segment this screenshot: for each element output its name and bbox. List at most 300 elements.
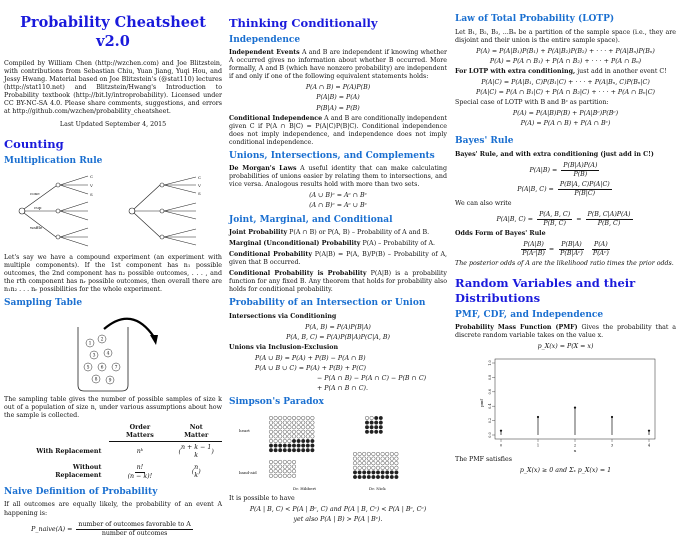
simpson-dot-hibbert	[269, 448, 273, 452]
y-tick-label: 0.2	[488, 418, 493, 424]
simpson-dot-nick	[395, 452, 399, 456]
lotp-eq-2: P(A) = P(A ∩ B₁) + P(A ∩ B₂) + · · · + P(A ∩ Bₙ)	[489, 57, 642, 65]
ball-6: 6	[100, 365, 104, 371]
x-tick-label: 2	[573, 443, 577, 448]
indep-eq-2: P(A|B) = P(A)	[316, 94, 360, 102]
simpson-eq-2: yet also P(A | B) > P(A | Bᶜ).	[293, 515, 383, 523]
simpson-dot-hibbert	[292, 434, 296, 438]
column-2	[229, 4, 447, 523]
simpson-dot-nick	[370, 430, 374, 434]
simpson-dot-hibbert	[288, 444, 292, 448]
simpson-dot-hibbert	[292, 465, 296, 469]
simpson-dot-nick	[358, 452, 362, 456]
simpson-dot-hibbert	[283, 465, 287, 469]
subsection-lotp: Law of Total Probability (LOTP)	[455, 14, 615, 24]
lotp-extra-text: just add in another event C!	[577, 67, 667, 75]
simpson-dot-nick	[367, 461, 371, 465]
simpson-dot-hibbert	[283, 434, 287, 438]
simpson-dot-hibbert	[311, 425, 315, 429]
simpson-dot-nick	[374, 425, 378, 429]
simpson-dot-hibbert	[269, 469, 273, 473]
simpson-dot-nick	[381, 457, 385, 461]
simpson-dot-nick	[376, 470, 380, 474]
simpson-dot-hibbert	[269, 465, 273, 469]
simpson-dot-hibbert	[269, 460, 273, 464]
simpson-dot-hibbert	[311, 421, 315, 425]
bayes2-num: P(B|A, C)P(A|C)	[558, 181, 612, 190]
odds-eq: $\frac{P(A|B)}{\text{P(Aᶜ|B)}}$ = $\frac{P(B|A)}{\text{P(B|Aᶜ)}}$ $\frac{P(A)}{\text{P(Aᶜ)}}$	[522, 240, 609, 257]
section-thinking-conditionally: Thinking Conditionally	[229, 16, 378, 30]
ball-7: 7	[114, 365, 118, 371]
simpson-dot-nick	[385, 461, 389, 465]
simpson-dot-hibbert	[288, 448, 292, 452]
simpson-dot-hibbert	[274, 416, 278, 420]
int-cond-heading: Intersections via Conditioning	[229, 312, 337, 320]
tree-label-s: S	[90, 191, 93, 197]
simpson-dot-hibbert	[278, 460, 282, 464]
simpson-dot-hibbert	[283, 421, 287, 425]
pmf-satisfies-text: The PMF satisfies	[455, 456, 512, 464]
indep-text: A and B are independent if knowing whether A occurred gives no information about whether B occurred. More formally, A and B (which have nonzero probability) are independent if and only if one of the following equivalent statements holds:	[229, 49, 447, 81]
simpson-dot-hibbert	[269, 416, 273, 420]
cond-prob-fn-text: P(A|B) is a probability function for any fixed B. Any theorem that holds for probability also holds for conditional probability.	[229, 270, 447, 294]
page-title: Probability Cheatsheet v2.0	[20, 14, 206, 50]
marginal-heading: Marginal (Unconditional) Probability	[229, 240, 361, 248]
multiplication-text: Let's say we have a compound experiment (an experiment with multiple components). If the 1st component has n₁ possible outcomes, the 2nd component has n₂ possible outcomes, . . . , and the rth component has nᵣ possible outcomes, then overall there are n₁n₂ . . . nᵣ possibilities for the whole experiment.	[4, 253, 222, 293]
binom-bottom: k	[194, 451, 199, 459]
simpson-dot-nick	[379, 425, 383, 429]
simpson-dot-hibbert	[311, 448, 315, 452]
pmf-heading: Probability Mass Function (PMF)	[455, 324, 578, 332]
simpson-dot-hibbert	[292, 444, 296, 448]
simpson-dot-hibbert	[306, 425, 310, 429]
simpson-dot-hibbert	[278, 469, 282, 473]
simpson-dot-nick	[390, 457, 394, 461]
frac-den: (n − k)!	[127, 472, 153, 480]
table-head-empty	[24, 423, 109, 442]
ie-eq-3: − P(A ∩ B) − P(A ∩ C) − P(B ∩ C)	[317, 375, 427, 383]
simpson-dot-nick	[365, 421, 369, 425]
pmf-point	[611, 416, 613, 418]
simpson-dot-hibbert	[306, 439, 310, 443]
simpson-dot-nick	[367, 470, 371, 474]
simpson-dot-nick	[353, 470, 357, 474]
simpson-dot-nick	[358, 466, 362, 470]
simpson-dot-hibbert	[278, 439, 282, 443]
simpson-dot-hibbert	[311, 416, 315, 420]
simpson-dot-hibbert	[297, 448, 301, 452]
simpson-dot-hibbert	[292, 416, 296, 420]
table-row	[24, 462, 222, 483]
simpson-dot-hibbert	[274, 448, 278, 452]
simpson-dot-hibbert	[269, 421, 273, 425]
simpson-dot-nick	[390, 470, 394, 474]
simpson-dot-hibbert	[274, 469, 278, 473]
simpson-dot-hibbert	[292, 425, 296, 429]
simpson-dot-hibbert	[288, 434, 292, 438]
simpson-dot-nick	[385, 466, 389, 470]
cond-indep-heading: Conditional Independence	[229, 114, 323, 122]
simpson-dot-hibbert	[278, 416, 282, 420]
table-head-not-matter: Not Matter	[170, 423, 222, 442]
tree-label-waffle: waffle	[30, 224, 43, 230]
simpson-dot-nick	[372, 470, 376, 474]
simpson-dot-nick	[353, 452, 357, 456]
simpson-dot-hibbert	[269, 430, 273, 434]
subsection-unions: Unions, Intersections, and Complements	[229, 150, 435, 161]
tree-label-cone: cone	[30, 190, 40, 196]
simpson-dot-hibbert	[292, 448, 296, 452]
naive-den: number of outcomes	[101, 529, 168, 537]
subsection-bayes: Bayes' Rule	[455, 135, 514, 146]
lotp-eq-1: P(A) = P(A|B₁)P(B₁) + P(A|B₂)P(B₂) + · · · + P(A|Bₙ)P(Bₙ)	[476, 47, 655, 55]
lotp-extra-heading: For LOTP with extra conditioning,	[455, 67, 576, 75]
bayes3-den1: P(B, C)	[543, 219, 566, 227]
simpson-dot-nick	[358, 470, 362, 474]
simpson-dot-hibbert	[278, 430, 282, 434]
simpson-dot-nick	[381, 470, 385, 474]
simpson-dot-nick	[374, 430, 378, 434]
simpson-dot-nick	[374, 416, 378, 420]
simpson-dot-hibbert	[269, 474, 273, 478]
simpson-dot-hibbert	[269, 425, 273, 429]
simpson-dot-hibbert	[301, 425, 305, 429]
simpson-dot-nick	[372, 461, 376, 465]
tree-label-v: V	[90, 182, 93, 188]
section-random-variables: Random Variables and their Distributions	[455, 276, 636, 305]
simpson-dot-hibbert	[301, 439, 305, 443]
ie-eq-2: P(A ∪ B ∪ C) = P(A) + P(B) + P(C)	[255, 365, 366, 373]
tree2-label-c: C	[198, 174, 202, 180]
sampling-table	[24, 423, 222, 483]
simpson-dot-hibbert	[288, 416, 292, 420]
simpson-dot-hibbert	[306, 448, 310, 452]
simpson-dot-hibbert	[297, 439, 301, 443]
subsection-intersection-union: Probability of an Intersection or Union	[229, 298, 426, 309]
bayes3-lhs: P(A|B, C) =	[496, 215, 534, 223]
ie-heading: Unions via Inclusion-Exclusion	[229, 344, 339, 351]
y-tick-label: 0.4	[488, 403, 493, 410]
simpson-text: It is possible to have	[229, 494, 295, 502]
odds-num3: P(A)	[592, 241, 610, 250]
simpson-dot-hibbert	[288, 425, 292, 429]
subsection-multiplication-rule: Multiplication Rule	[4, 156, 103, 167]
pmf-text: Gives the probability that a discrete random variable takes on the value x.	[455, 324, 676, 340]
simpson-dot-hibbert	[301, 430, 305, 434]
simpson-dot-nick	[395, 466, 399, 470]
pmf-point	[500, 430, 502, 432]
subsection-naive-definition: Naive Definition of Probability	[4, 486, 158, 497]
simpson-dot-hibbert	[297, 416, 301, 420]
cell-with-noorder: ( n + k − 1 k )	[178, 443, 214, 459]
sampling-text: The sampling table gives the number of possible samples of size k out of a population of size n, under various assumptions about how the sample is collected.	[4, 395, 222, 419]
simpson-dot-hibbert	[283, 448, 287, 452]
binom-bottom: k	[194, 472, 199, 480]
simpson-dot-hibbert	[301, 416, 305, 420]
ie-eq-4: + P(A ∩ B ∩ C).	[317, 385, 368, 393]
simpson-dot-hibbert	[297, 430, 301, 434]
lotp-special-text: Special case of LOTP with B and Bᶜ as partition:	[455, 98, 609, 106]
simpson-dot-nick	[376, 452, 380, 456]
bayes3-num1: P(A, B, C)	[537, 211, 572, 220]
simpson-dot-nick	[376, 475, 380, 479]
simpson-dot-hibbert	[278, 434, 282, 438]
credits-text: Compiled by William Chen (http://wzchen.com) and Joe Blitzstein, with contributions from Sebastian Chiu, Yuan Jiang, Yuqi Hou, and Jessy Hwang. Material based on Joe Blitzstein's (@stat110) lectures (http://stat110.net) and Blitzstein/Hwang's Introduction to Probability textbook (http://bit.ly/introprobability). Licensed under CC BY-NC-SA 4.0. Please share comments, suggestions, and errors at http://github.com/wzchen/probability_cheatsheet.	[4, 60, 222, 116]
simpson-label-heart: heart	[239, 427, 250, 433]
table-head-order-matters: Order Matters	[109, 423, 170, 442]
simpson-dot-hibbert	[274, 439, 278, 443]
pmf-equation-2: p_X(x) ≥ 0 and Σₓ p_X(x) = 1	[519, 467, 612, 475]
simpson-dot-nick	[362, 457, 366, 461]
simpson-dot-hibbert	[283, 425, 287, 429]
ball-9: 9	[108, 378, 112, 384]
simpson-dot-hibbert	[311, 439, 315, 443]
simpson-dot-nick	[372, 466, 376, 470]
bayes3-num2: P(B, C|A)P(A)	[586, 211, 633, 220]
simpson-dot-nick	[367, 457, 371, 461]
simpson-dot-nick	[362, 452, 366, 456]
simpson-dot-nick	[381, 461, 385, 465]
marginal-text: P(A) – Probability of A.	[362, 240, 435, 248]
bayes1-den: P(B)	[573, 170, 588, 178]
subsection-joint-marginal-conditional: Joint, Marginal, and Conditional	[229, 214, 393, 225]
simpson-dot-hibbert	[283, 430, 287, 434]
simpson-dot-nick	[365, 430, 369, 434]
simpson-dot-hibbert	[301, 421, 305, 425]
simpson-dot-hibbert	[297, 425, 301, 429]
ball-4: 4	[106, 351, 110, 357]
simpson-label-nick: Dr. Nick	[369, 485, 386, 491]
simpson-dot-hibbert	[288, 439, 292, 443]
column-3	[455, 4, 676, 523]
simpson-dot-hibbert	[292, 439, 296, 443]
simpson-dot-hibbert	[288, 474, 292, 478]
bayes-eq-3	[455, 211, 676, 228]
also-write-text: We can also write	[455, 199, 512, 207]
bayes3-mid: =	[576, 215, 582, 223]
simpson-dot-nick	[381, 452, 385, 456]
simpson-dot-hibbert	[292, 460, 296, 464]
lotp-special-eq-2: P(A) = P(A ∩ B) + P(A ∩ Bᶜ)	[520, 119, 611, 127]
simpson-dot-hibbert	[311, 430, 315, 434]
odds-den1: P(Aᶜ|B)	[522, 249, 545, 257]
bayes-eq-1	[455, 162, 676, 179]
simpson-dot-nick	[379, 416, 383, 420]
simpson-dot-hibbert	[306, 430, 310, 434]
simpson-dot-hibbert	[274, 460, 278, 464]
simpson-dot-hibbert	[274, 421, 278, 425]
simpson-dot-nick	[362, 475, 366, 479]
tree2-label-s: S	[198, 190, 201, 196]
x-tick-label: 1	[536, 443, 540, 448]
cell-without-order	[109, 462, 170, 483]
subsection-simpson: Simpson's Paradox	[229, 397, 324, 408]
pmf-point	[574, 407, 576, 409]
int-eq-2: P(A, B, C) = P(A)P(B|A)P(C|A, B)	[286, 333, 390, 341]
conditional-heading: Conditional Probability	[229, 251, 312, 259]
simpson-dot-hibbert	[288, 469, 292, 473]
simpson-dot-hibbert	[297, 421, 301, 425]
simpson-dot-nick	[353, 461, 357, 465]
simpson-dot-nick	[365, 416, 369, 420]
simpson-dot-hibbert	[278, 474, 282, 478]
demorgan-heading: De Morgan's Laws	[229, 165, 297, 173]
bayes1-lhs: P(A|B) =	[529, 166, 558, 174]
table-row	[24, 441, 222, 462]
naive-equation	[4, 521, 222, 538]
bayes2-den: P(B|C)	[574, 189, 596, 197]
simpson-dot-nick	[385, 457, 389, 461]
simpson-dot-nick	[358, 475, 362, 479]
odds-den2: P(B|Aᶜ)	[560, 249, 583, 257]
simpson-dot-hibbert	[283, 474, 287, 478]
demorgan-text: A useful identity that can make calculating probabilities of unions easier by relating them to intersections, and vice versa. Analogous results hold with more than two sets.	[229, 165, 447, 189]
simpson-dot-hibbert	[274, 474, 278, 478]
simpson-dot-nick	[390, 452, 394, 456]
ball-1: 1	[88, 341, 92, 347]
simpson-dot-nick	[390, 475, 394, 479]
x-tick-label: 0	[499, 443, 503, 448]
simpson-dot-hibbert	[301, 434, 305, 438]
column-1	[4, 4, 222, 537]
x-tick-label: 4	[647, 443, 651, 448]
simpson-dot-nick	[385, 452, 389, 456]
simpson-dot-hibbert	[306, 421, 310, 425]
row-label-without-replacement: Without Replacement	[55, 464, 102, 480]
simpson-dot-hibbert	[278, 421, 282, 425]
simpson-dot-hibbert	[274, 434, 278, 438]
simpson-dot-hibbert	[288, 460, 292, 464]
lotp-extra-eq-1: P(A|C) = P(A|B₁, C)P(B₁|C) + · · · + P(A|Bₙ, C)P(Bₙ|C)	[481, 78, 650, 86]
simpson-dot-nick	[362, 470, 366, 474]
simpson-dot-hibbert	[269, 439, 273, 443]
naive-lhs: P_naive(A) =	[31, 525, 73, 533]
last-updated: Last Updated September 4, 2015	[59, 121, 167, 129]
odds-num1: P(A|B)	[521, 241, 545, 250]
tree-label-cup: cup	[34, 204, 42, 210]
simpson-dot-hibbert	[292, 421, 296, 425]
subsection-independence: Independence	[229, 34, 301, 45]
lotp-special-eq-1: P(A) = P(A|B)P(B) + P(A|Bᶜ)P(Bᶜ)	[512, 109, 619, 117]
simpson-dot-hibbert	[274, 430, 278, 434]
simpson-dot-hibbert	[288, 421, 292, 425]
binom-top: n + k − 1	[180, 443, 212, 451]
y-tick-label: 0.0	[488, 432, 493, 438]
simpson-dot-nick	[367, 475, 371, 479]
odds-den3: P(Aᶜ)	[592, 249, 609, 257]
simpson-dot-nick	[376, 457, 380, 461]
simpson-dot-nick	[381, 475, 385, 479]
simpson-dot-nick	[395, 470, 399, 474]
simpson-dot-nick	[390, 466, 394, 470]
simpson-dot-hibbert	[283, 460, 287, 464]
simpson-dot-hibbert	[283, 469, 287, 473]
simpson-dot-nick	[374, 421, 378, 425]
subsection-sampling-table: Sampling Table	[4, 297, 83, 308]
lotp-text: Let B₁, B₂, B₃, ...Bₙ be a partition of the sample space (i.e., they are disjoint and their union is the entire sample space).	[455, 28, 676, 44]
odds-num2: P(B|A)	[559, 241, 583, 250]
simpson-dot-hibbert	[297, 444, 301, 448]
frac-num: n!	[135, 464, 146, 473]
section-counting: Counting	[4, 137, 64, 152]
simpson-dot-nick	[395, 461, 399, 465]
y-tick-label: 0.8	[488, 374, 493, 381]
cond-prob-fn-heading: Conditional Probability is Probability	[229, 270, 367, 278]
simpson-dot-nick	[390, 461, 394, 465]
simpson-dot-nick	[365, 425, 369, 429]
urn-diagram	[4, 313, 219, 393]
simpson-dot-nick	[353, 457, 357, 461]
simpson-dot-nick	[362, 461, 366, 465]
simpson-dot-nick	[358, 457, 362, 461]
simpson-dot-hibbert	[269, 434, 273, 438]
lotp-extra-eq-2: P(A|C) = P(A ∩ B₁|C) + P(A ∩ B₂|C) + · · · + P(A ∩ Bₙ|C)	[476, 88, 655, 96]
subsection-pmf-cdf: PMF, CDF, and Independence	[455, 309, 604, 320]
naive-text: If all outcomes are equally likely, the probability of an event A happening is:	[4, 501, 222, 517]
indep-eq-1: P(A ∩ B) = P(A)P(B)	[305, 84, 371, 92]
simpson-dot-nick	[370, 421, 374, 425]
simpson-dot-hibbert	[288, 465, 292, 469]
simpson-dot-nick	[372, 475, 376, 479]
simpson-dot-nick	[370, 425, 374, 429]
bayes-extra-heading: Bayes' Rule, and with extra conditioning (just add in C!)	[455, 150, 654, 158]
simpson-dot-hibbert	[278, 465, 282, 469]
simpson-dot-nick	[358, 461, 362, 465]
indep-eq-3: P(B|A) = P(B)	[316, 104, 360, 112]
odds-heading: Odds Form of Bayes' Rule	[455, 229, 546, 237]
simpson-dot-nick	[376, 466, 380, 470]
ball-5: 5	[86, 365, 90, 371]
pmf-point	[537, 416, 539, 418]
cell-without-noorder: ( n k )	[191, 464, 201, 480]
simpson-dot-hibbert	[292, 430, 296, 434]
bayes1-num: P(B|A)P(A)	[561, 162, 599, 171]
simpson-dot-hibbert	[306, 434, 310, 438]
x-tick-label: 3	[610, 443, 614, 448]
tree-diagram	[4, 171, 219, 251]
demorgan-eq-1: (A ∪ B)ᶜ = Aᶜ ∩ Bᶜ	[309, 192, 367, 200]
y-tick-label: 1.0	[488, 360, 493, 366]
simpson-eq-1: P(A | B, C) < P(A | Bᶜ, C) and P(A | B, Cᶜ) < P(A | Bᶜ, Cᶜ)	[249, 505, 427, 513]
conditional-text: P(A|B) = P(A, B)/P(B) – Probability of A, given that B occurred.	[229, 251, 447, 267]
row-label-with-replacement: With Replacement	[36, 447, 102, 455]
simpson-dot-hibbert	[283, 439, 287, 443]
bayes2-lhs: P(A|B, C) =	[517, 185, 554, 193]
simpson-dot-hibbert	[306, 416, 310, 420]
simpson-dot-hibbert	[311, 434, 315, 438]
simpson-dot-nick	[385, 470, 389, 474]
ball-2: 2	[100, 337, 104, 343]
simpson-dot-hibbert	[297, 434, 301, 438]
simpson-dot-nick	[370, 416, 374, 420]
simpson-dot-nick	[372, 457, 376, 461]
simpson-dot-hibbert	[269, 444, 273, 448]
binom-top: n	[194, 464, 199, 472]
simpson-dot-diagram	[229, 412, 444, 492]
simpson-label-hibbert: Dr. Hibbert	[293, 485, 316, 491]
simpson-dot-nick	[379, 430, 383, 434]
int-eq-1: P(A, B) = P(A)P(B|A)	[305, 323, 371, 331]
simpson-dot-nick	[381, 466, 385, 470]
simpson-dot-hibbert	[274, 425, 278, 429]
pmf-chart	[455, 353, 673, 453]
simpson-dot-nick	[395, 475, 399, 479]
demorgan-eq-2: (A ∩ B)ᶜ = Aᶜ ∪ Bᶜ	[309, 202, 367, 210]
pmf-point	[648, 430, 650, 432]
pmf-equation: p_X(x) = P(X = x)	[537, 343, 594, 351]
simpson-dot-nick	[395, 457, 399, 461]
tree2-label-v: V	[198, 182, 201, 188]
